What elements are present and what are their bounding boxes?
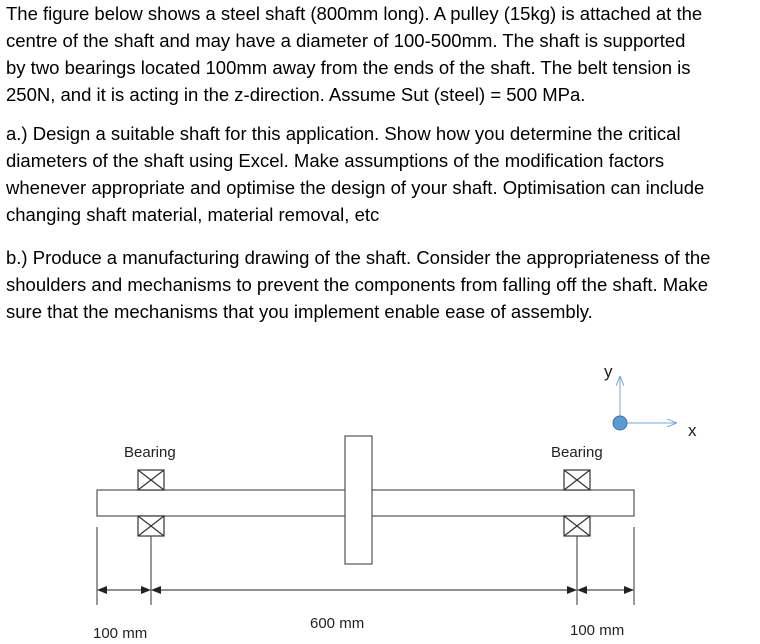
part-b-line: sure that the mechanisms that you implement enable ease of assembly.	[6, 301, 593, 322]
x-axis-label: x	[688, 421, 697, 440]
bearing-left-label: Bearing	[124, 444, 176, 461]
intro-line: centre of the shaft and may have a diameter of 100-500mm. The shaft is supported	[6, 30, 686, 51]
intro-line: 250N, and it is acting in the z-direction. Assume Sut (steel) = 500 MPa.	[6, 84, 586, 105]
part-a-line: changing shaft material, material removal, etc	[6, 204, 380, 225]
dim-right-label: 100 mm	[570, 622, 625, 639]
intro-line: by two bearings located 100mm away from the ends of the shaft. The belt tension is	[6, 57, 691, 78]
pulley	[345, 436, 372, 564]
intro-line: The figure below shows a steel shaft (800mm long). A pulley (15kg) is attached at the	[6, 3, 703, 24]
axis-origin-dot	[613, 416, 627, 430]
part-a-line: a.) Design a suitable shaft for this application. Show how you determine the critical	[6, 123, 681, 144]
dim-middle-label: 600 mm	[310, 615, 365, 632]
part-a-line: whenever appropriate and optimise the design of your shaft. Optimisation can include	[6, 177, 705, 198]
coordinate-axes	[604, 362, 697, 440]
dim-left-label: 100 mm	[93, 625, 148, 642]
part-a-line: diameters of the shaft using Excel. Make assumptions of the modification factors	[6, 150, 665, 171]
y-axis-label: y	[604, 362, 613, 381]
part-b-line: b.) Produce a manufacturing drawing of the shaft. Consider the appropriateness of the	[6, 247, 711, 268]
bearing-right-label: Bearing	[551, 444, 603, 461]
part-b-line: shoulders and mechanisms to prevent the components from falling off the shaft. Make	[6, 274, 709, 295]
